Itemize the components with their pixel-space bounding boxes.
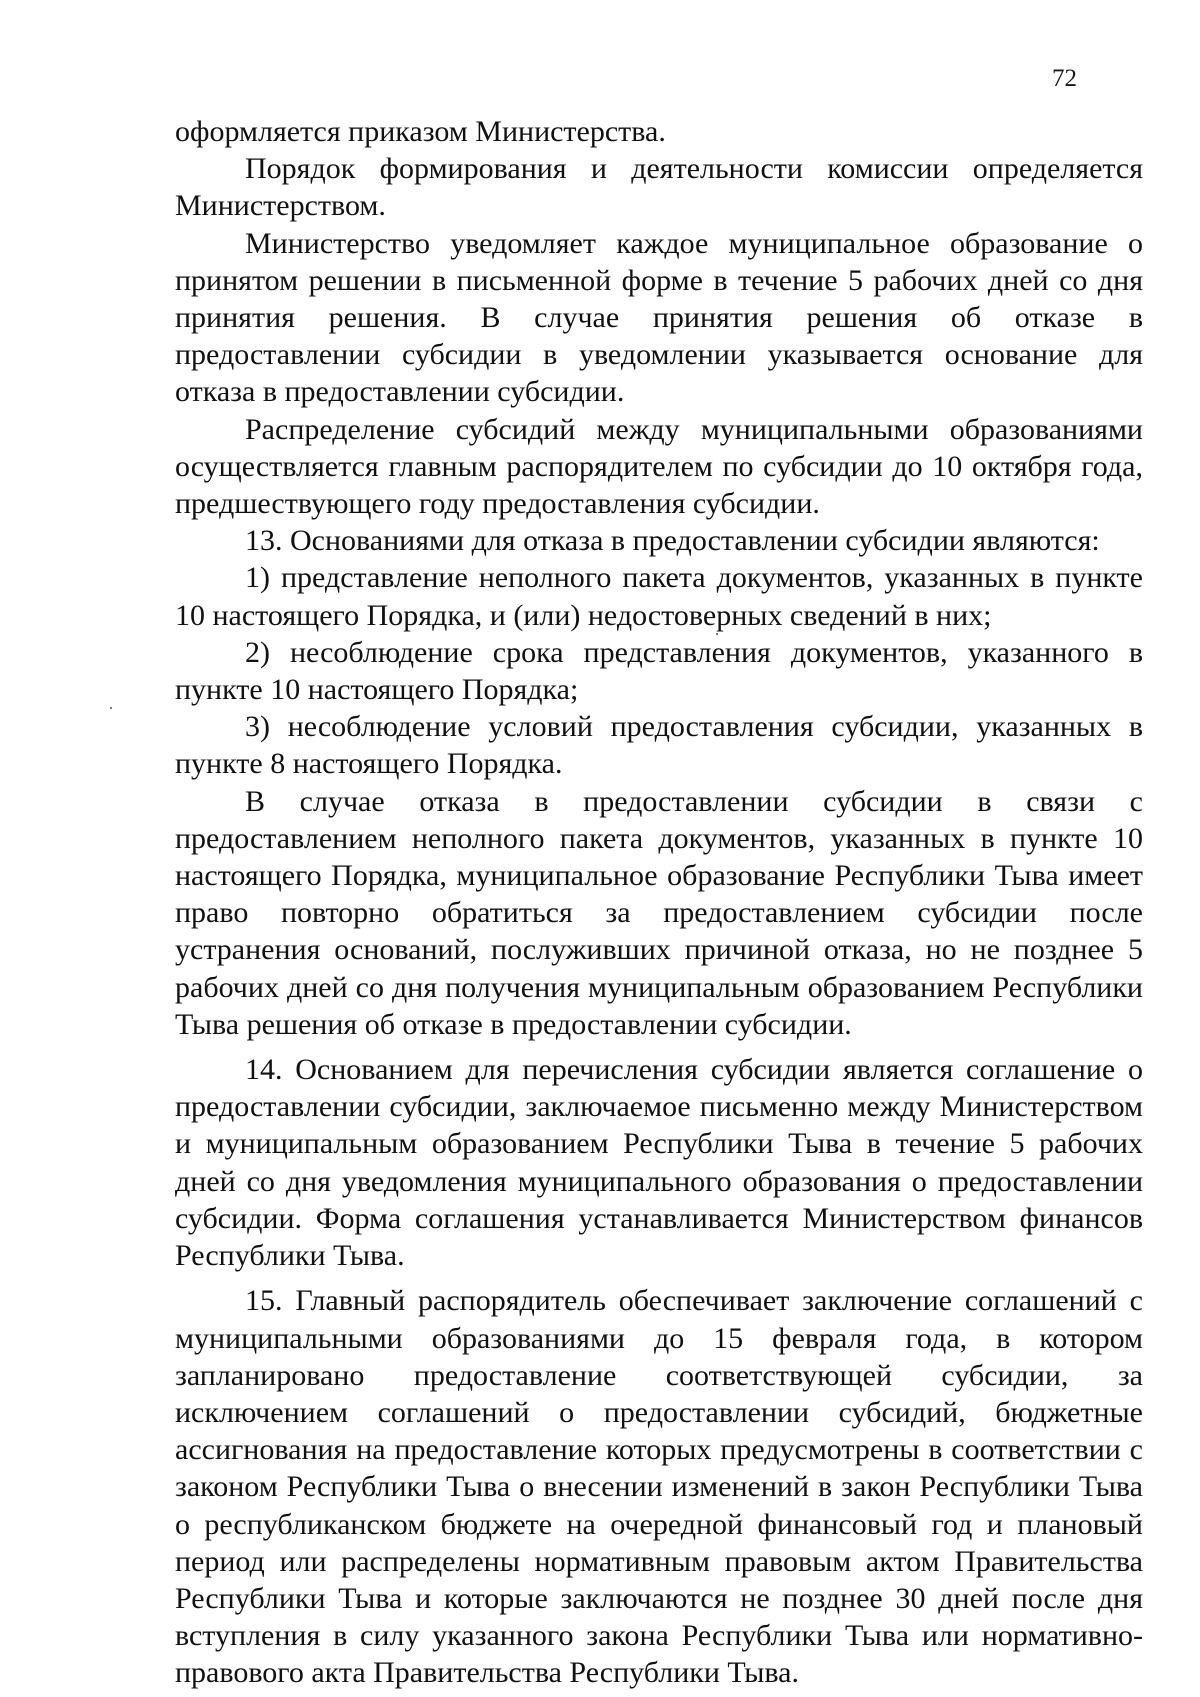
- paragraph-item-13-sub-1: 1) представление неполного пакета документов, указанных в пункте 10 настоящего Порядка, и (или) недостоверных сведений в них;: [175, 561, 1143, 632]
- paragraph-commission-procedure: Порядок формирования и деятельности комиссии определяется Министерством.: [175, 152, 1143, 223]
- paragraph-item-13-sub-2: 2) несоблюдение срока представления документов, указанного в пункте 10 настоящего Порядка;: [175, 635, 1143, 707]
- paragraph-item-15: 15. Главный распорядитель обеспечивает заключение соглашений с муниципальными образованиями до 15 февраля года, в котором запланировано предоставление соответствующей субсидии, за исключением соглашений о предоставлении субсидий, бюджетные ассигнования на предоставление которых предусмотрены в соответствии с законом Республики Тыва о внесении изменений в закон Республики Тыва о республиканском бюджете на очередной финансовый год и плановый период или распределены нормативным правовым актом Правительства Республики Тыва и которые заключаются не позднее 30 дней после дня вступления в силу указанного закона Республики Тыва или нормативно-правового акта Правительства Республики Тыва.: [175, 1284, 1143, 1690]
- paragraph-item-13-sub-3: 3) несоблюдение условий предоставления субсидии, указанных в пункте 8 настоящего Порядка.: [175, 710, 1143, 781]
- paragraph-item-14: 14. Основанием для перечисления субсидии является соглашение о предоставлении субсидии, заключаемое письменно между Министерством и муниципальным образованием Республики Тыва в течение 5 рабочих дней со дня уведомления муниципального образования о предоставлении субсидии. Форма соглашения устанавливается Министерством финансов Республики Тыва.: [175, 1053, 1143, 1273]
- paragraph-refusal-resubmission: В случае отказа в предоставлении субсидии в связи с предоставлением неполного пакета документов, указанных в пункте 10 настоящего Порядка, муниципальное образование Республики Тыва имеет право повторно обратиться за предоставлением субсидии после устранения оснований, послуживших причиной отказа, но не позднее 5 рабочих дней со дня получения муниципальным образованием Республики Тыва решения об отказе в предоставлении субсидии.: [175, 784, 1143, 1041]
- paragraph-continuation: оформляется приказом Министерства.: [175, 115, 666, 148]
- document-body: [175, 113, 1143, 1692]
- paragraph-subsidy-distribution: Распределение субсидий между муниципальными образованиями осуществляется главным распорядителем по субсидии до 10 октября года, предшествующего году предоставления субсидии.: [175, 412, 1143, 521]
- scan-speck: [110, 707, 112, 709]
- paragraph-ministry-notification: Министерство уведомляет каждое муниципальное образование о принятом решении в письменной форме в течение 5 рабочих дней со дня принятия решения. В случае принятия решения об отказе в предоставлении субсидии в уведомлении указывается основание для отказа в предоставлении субсидии.: [175, 226, 1143, 409]
- scan-speck: [716, 633, 718, 635]
- paragraph-item-13-heading: 13. Основаниями для отказа в предоставлении субсидии являются:: [245, 524, 1100, 558]
- page-number: 72: [1052, 65, 1077, 92]
